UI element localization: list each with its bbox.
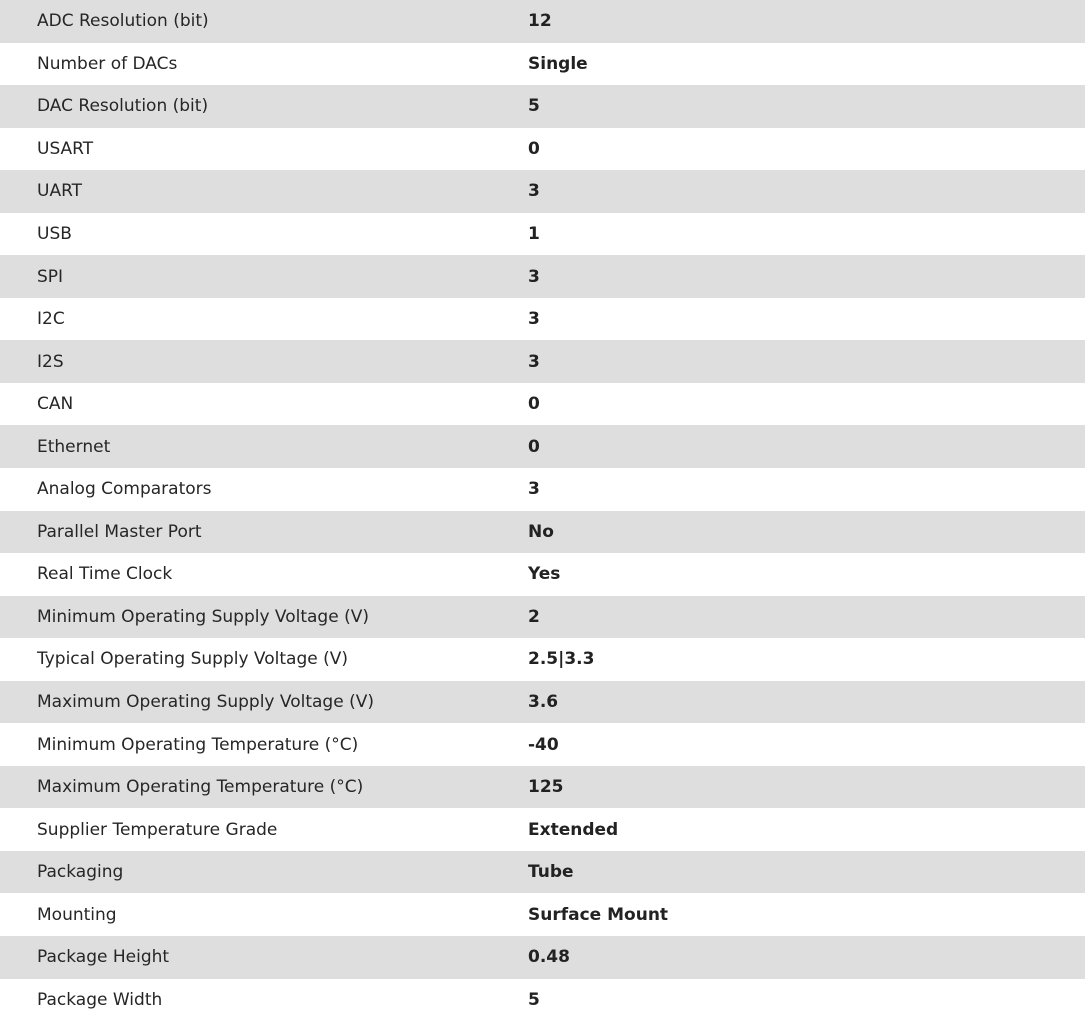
- spec-label: Real Time Clock: [37, 564, 173, 585]
- spec-value: No: [528, 521, 554, 542]
- table-row: [0, 128, 1085, 171]
- spec-label: I2C: [37, 309, 65, 330]
- table-row: [0, 468, 1085, 511]
- spec-label: Maximum Operating Temperature (°C): [37, 777, 364, 798]
- spec-value: 3: [528, 351, 540, 372]
- spec-value: 2.5|3.3: [528, 649, 595, 670]
- spec-value: 125: [528, 777, 564, 798]
- spec-value: 12: [528, 11, 552, 32]
- spec-label: ADC Resolution (bit): [37, 11, 209, 32]
- spec-label: Minimum Operating Supply Voltage (V): [37, 606, 369, 627]
- table-row: [0, 383, 1085, 426]
- spec-value: 3: [528, 266, 540, 287]
- spec-value: 2: [528, 606, 540, 627]
- spec-value: 3: [528, 309, 540, 330]
- spec-label: Maximum Operating Supply Voltage (V): [37, 692, 374, 713]
- table-row: [0, 851, 1085, 894]
- table-row: [0, 936, 1085, 979]
- table-row: [0, 553, 1085, 596]
- spec-value: 0: [528, 436, 540, 457]
- spec-value: 3: [528, 181, 540, 202]
- table-row: [0, 85, 1085, 128]
- table-row: [0, 425, 1085, 468]
- spec-value: 1: [528, 224, 540, 244]
- spec-label: Minimum Operating Temperature (°C): [37, 734, 359, 755]
- spec-value: Tube: [528, 862, 574, 883]
- spec-label: I2S: [37, 351, 64, 372]
- spec-value: 0: [528, 394, 540, 415]
- spec-value: Extended: [528, 819, 619, 840]
- spec-label: UART: [37, 181, 83, 202]
- table-row: [0, 0, 1085, 43]
- spec-label: Analog Comparators: [37, 479, 212, 500]
- spec-label: Package Width: [37, 989, 163, 1010]
- table-row: [0, 766, 1085, 809]
- table-row: [0, 723, 1085, 766]
- spec-value: 3: [528, 479, 540, 500]
- table-row: [0, 681, 1085, 724]
- spec-label: Supplier Temperature Grade: [37, 819, 278, 840]
- spec-label: CAN: [37, 394, 74, 415]
- spec-value: Single: [528, 53, 588, 74]
- table-row: [0, 43, 1085, 86]
- table-row: [0, 893, 1085, 936]
- spec-value: 3.6: [528, 692, 559, 713]
- spec-value: -40: [528, 734, 559, 755]
- spec-label: Ethernet: [37, 436, 111, 457]
- spec-label: Packaging: [37, 862, 124, 883]
- table-row: [0, 298, 1085, 341]
- spec-label: USART: [37, 138, 94, 159]
- spec-label: SPI: [37, 266, 64, 287]
- table-row: [0, 511, 1085, 554]
- spec-value: 0.48: [528, 947, 570, 968]
- table-row: [0, 340, 1085, 383]
- spec-value: Yes: [528, 564, 561, 585]
- spec-label: DAC Resolution (bit): [37, 96, 209, 117]
- spec-value: 0: [528, 138, 540, 159]
- table-row: [0, 638, 1085, 681]
- spec-label: Package Height: [37, 947, 170, 968]
- spec-value: 5: [528, 989, 540, 1010]
- spec-label: USB: [37, 224, 72, 244]
- spec-label: Mounting: [37, 904, 117, 925]
- table-row: [0, 596, 1085, 639]
- table-row: [0, 255, 1085, 298]
- table-row: [0, 808, 1085, 851]
- table-row: [0, 979, 1085, 1021]
- table-row: [0, 213, 1085, 256]
- spec-label: Typical Operating Supply Voltage (V): [37, 649, 348, 670]
- spec-value: 5: [528, 96, 540, 117]
- spec-label: Number of DACs: [37, 53, 178, 74]
- table-row: [0, 170, 1085, 213]
- spec-value: Surface Mount: [528, 904, 669, 925]
- spec-label: Parallel Master Port: [37, 521, 202, 542]
